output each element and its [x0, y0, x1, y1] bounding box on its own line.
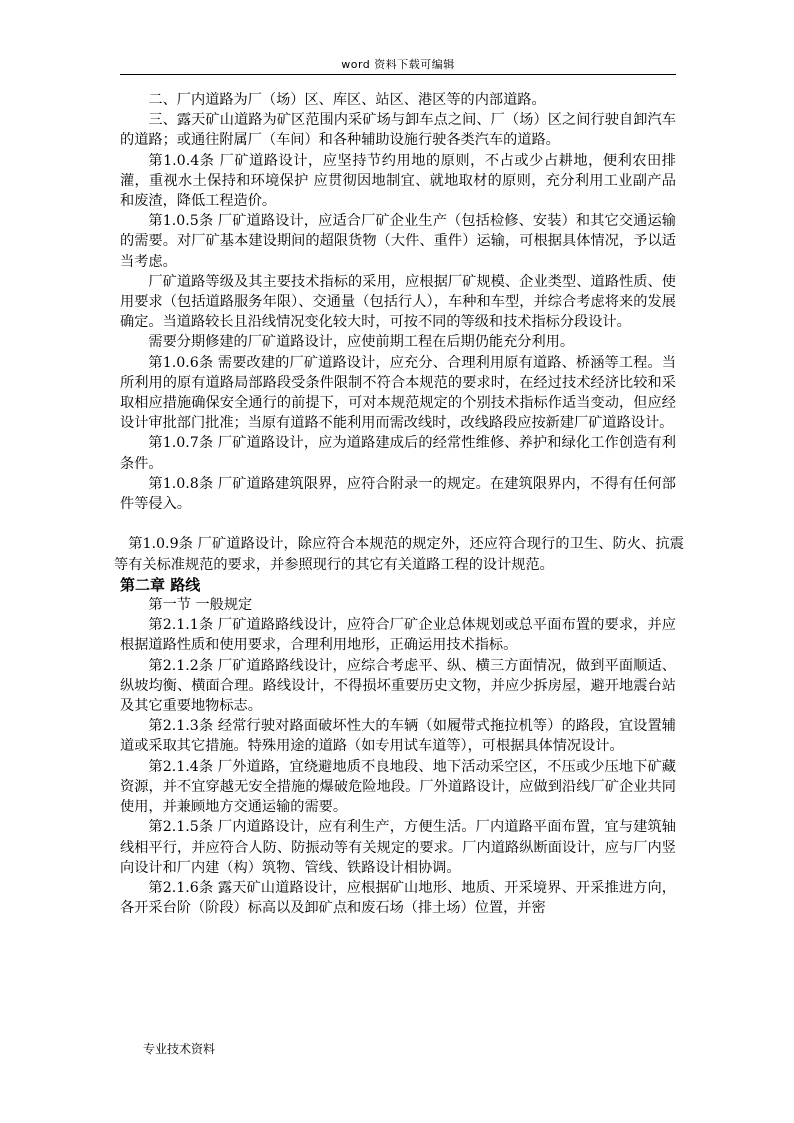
paragraph: 第2.1.6条 露天矿山道路设计，应根据矿山地形、地质、开采境界、开采推进方向，各开采台阶（阶段）标高以及卸矿点和废石场（排土场）位置，并密: [120, 879, 676, 917]
chapter-title: 第二章 路线: [120, 575, 201, 594]
paragraph: 第2.1.1条 厂矿道路路线设计，应符合厂矿企业总体规划或总平面布置的要求，并应根据道路性质和使用要求，合理利用地形，正确运用技术指标。: [120, 617, 676, 654]
paragraph: 厂矿道路等级及其主要技术指标的采用，应根据厂矿规模、企业类型、道路性质、使用要求（包括道路服务年限）、交通量（包括行人），车种和车型，并综合考虑将来的发展确定。当道路较长且沿线情况变化较大时，可按不同的等级和技术指标分段设计。: [120, 273, 676, 331]
paragraph: 需要分期修建的厂矿道路设计，应使前期工程在后期仍能充分利用。: [148, 334, 575, 351]
page-header: word 资料下载可编辑: [341, 58, 455, 71]
paragraph: 三、露天矿山道路为矿区范围内采矿场与卸车点之间、厂（场）区之间行驶自卸汽车的道路；或通往附属厂（车间）和各种辅助设施行驶各类汽车的道路。: [120, 112, 676, 149]
paragraph: 第1.0.4条 厂矿道路设计，应坚持节约用地的原则，不占或少占耕地，便利农田排灌，重视水土保持和环境保护 应贯彻因地制宜、就地取材的原则，充分利用工业副产品和废渣，降低工程造价。: [120, 152, 676, 210]
paragraph: 第1.0.6条 需要改建的厂矿道路设计，应充分、合理利用原有道路、桥涵等工程。当所利用的原有道路局部路段受条件限制不符合本规范的要求时，在经过技术经济比较和采取相应措施确保安全通行的前提下，可对本规范规定的个别技术指标作适当变动，但应经设计审批部门批准；当原有道路不能利用而需改线时，改线路段应按新建厂矿道路设计。: [120, 354, 676, 432]
page-footer: 专业技术资料: [143, 1042, 216, 1056]
paragraph: 第2.1.4条 厂外道路，宜绕避地质不良地段、地下活动采空区，不压或少压地下矿藏资源，并不宜穿越无安全措施的爆破危险地段。厂外道路设计，应做到沿线厂矿企业共同使用，并兼顾地方交通运输的需要。: [120, 758, 676, 816]
paragraph: 二、厂内道路为厂（场）区、库区、站区、港区等的内部道路。: [148, 92, 546, 108]
paragraph: 第2.1.2条 厂矿道路路线设计，应综合考虑平、纵、横三方面情况，做到平面顺适、纵坡均衡、横面合理。路线设计，不得损坏重要历史文物，并应少拆房屋，避开地震台站及其它重要地物标志。: [120, 657, 676, 715]
document-body: [114, 90, 684, 918]
paragraph: 第1.0.7条 厂矿道路设计，应为道路建成后的经常性维修、养护和绿化工作创造有利条件。: [120, 435, 676, 472]
paragraph: 第1.0.5条 厂矿道路设计，应适合厂矿企业生产（包括检修、安装）和其它交通运输的需要。对厂矿基本建设期间的超限货物（大件、重件）运输，可根据具体情况，予以适当考虑。: [120, 213, 676, 270]
paragraph: 第1.0.9条 厂矿道路设计，除应符合本规范的规定外，还应符合现行的卫生、防火、抗震等有关标准规范的要求，并参照现行的其它有关道路工程的设计规范。: [114, 536, 684, 573]
section-title: 第一节 一般规定: [148, 597, 253, 614]
blank-line: [120, 514, 676, 534]
paragraph: 第2.1.5条 厂内道路设计，应有利生产，方便生活。厂内道路平面布置，宜与建筑轴线相平行，并应符合人防、防振动等有关规定的要求。厂内道路纵断面设计，应与厂内竖向设计和厂内建（构）筑物、管线、铁路设计相协调。: [120, 819, 676, 876]
header-divider: [120, 74, 676, 75]
paragraph: 第2.1.3条 经常行驶对路面破坏性大的车辆（如履带式拖拉机等）的路段，宜设置辅道或采取其它措施。特殊用途的道路（如专用试车道等），可根据具体情况设计。: [120, 718, 676, 755]
paragraph: 第1.0.8条 厂矿道路建筑限界，应符合附录一的规定。在建筑限界内，不得有任何部件等侵入。: [120, 475, 676, 513]
